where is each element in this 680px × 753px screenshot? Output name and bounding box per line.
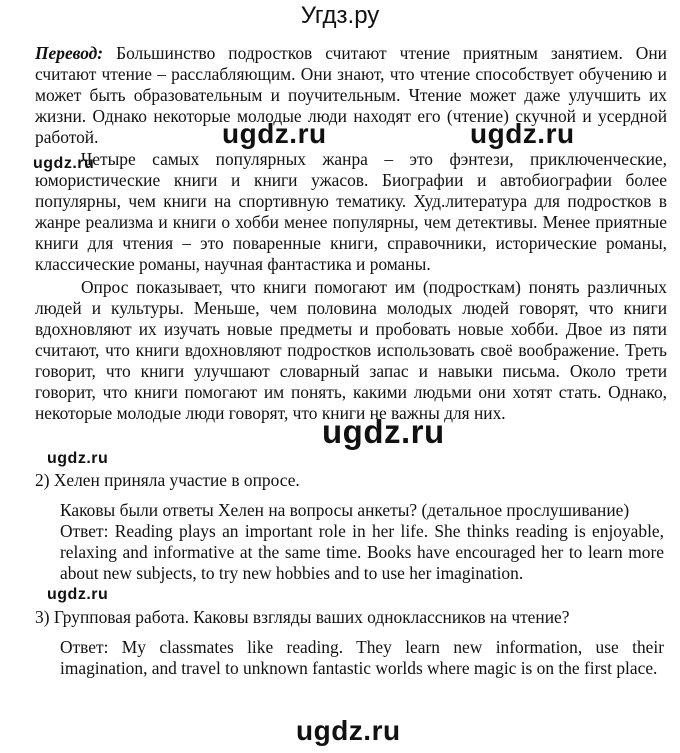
translation-p1-text: Большинство подростков считают чтение приятным занятием. Они считают чтение – расслабляющим. Они знают, что чтение способствует обучению и может быть образовательным и поучительным. Чтение может даже улучшить их жизни. Однако некоторые молодые люди находят его (чтение) скучной и усердной работой. bbox=[35, 43, 667, 147]
translation-paragraph-3: Опрос показывает, что книги помогают им (подросткам) понять различных людей и культуры. Меньше, чем половина молодых людей говорят, что книги вдохновляют их изучать новые предметы и пробовать новые хобби. Двое из пяти считают, что книги вдохновляют подростков использовать своё воображение. Треть говорит, что книги улучшают словарный запас и навыки письма. Около трети говорит, что книги помогают им понять, какими людьми они хотят стать. Однако, некоторые молодые люди говорят, что книги не важны для них. bbox=[35, 277, 667, 423]
watermark: ugdz.ru bbox=[322, 413, 445, 450]
task2-answer-block bbox=[60, 500, 664, 584]
watermark: ugdz.ru bbox=[47, 586, 109, 603]
watermark: ugdz.ru bbox=[470, 118, 575, 149]
watermark: ugdz.ru bbox=[296, 715, 401, 746]
task3-answer: Ответ: My classmates like reading. They learn new information, use their imagination, and travel to unknown fantastic worlds where magic is on the first place. bbox=[60, 637, 664, 678]
task2-answer: Ответ: Reading plays an important role in her life. She thinks reading is enjoyable, relaxing and informative at the same time. Books have encouraged her to learn more about new subjects, to try new hobbies and to use her imagination. bbox=[60, 521, 664, 583]
watermark: ugdz.ru bbox=[33, 155, 95, 172]
task3-question: 3) Групповая работа. Каковы взгляды ваших одноклассников на чтение? bbox=[35, 607, 570, 627]
watermark: ugdz.ru bbox=[47, 450, 109, 467]
translation-lead: Перевод: bbox=[35, 43, 104, 63]
watermark: ugdz.ru bbox=[222, 118, 327, 149]
site-title: Угдз.ру bbox=[300, 2, 380, 29]
translation-paragraph-2: Четыре самых популярных жанра – это фэнтези, приключенческие, юмористические книги и книги ужасов. Биографии и автобиографии более популярны, чем книги на спортивную тематику. Худ.литература для подростков в жанре реализма и книги о хобби менее популярны, чем детективы. Менее приятные книги для чтения – это поваренные книги, справочники, исторические романы, классические романы, научная фантастика и романы. bbox=[35, 149, 667, 274]
task2-subquestion: Каковы были ответы Хелен на вопросы анкеты? (детальное прослушивание) bbox=[60, 500, 630, 520]
task2-question: 2) Хелен приняла участие в опросе. bbox=[35, 470, 300, 490]
